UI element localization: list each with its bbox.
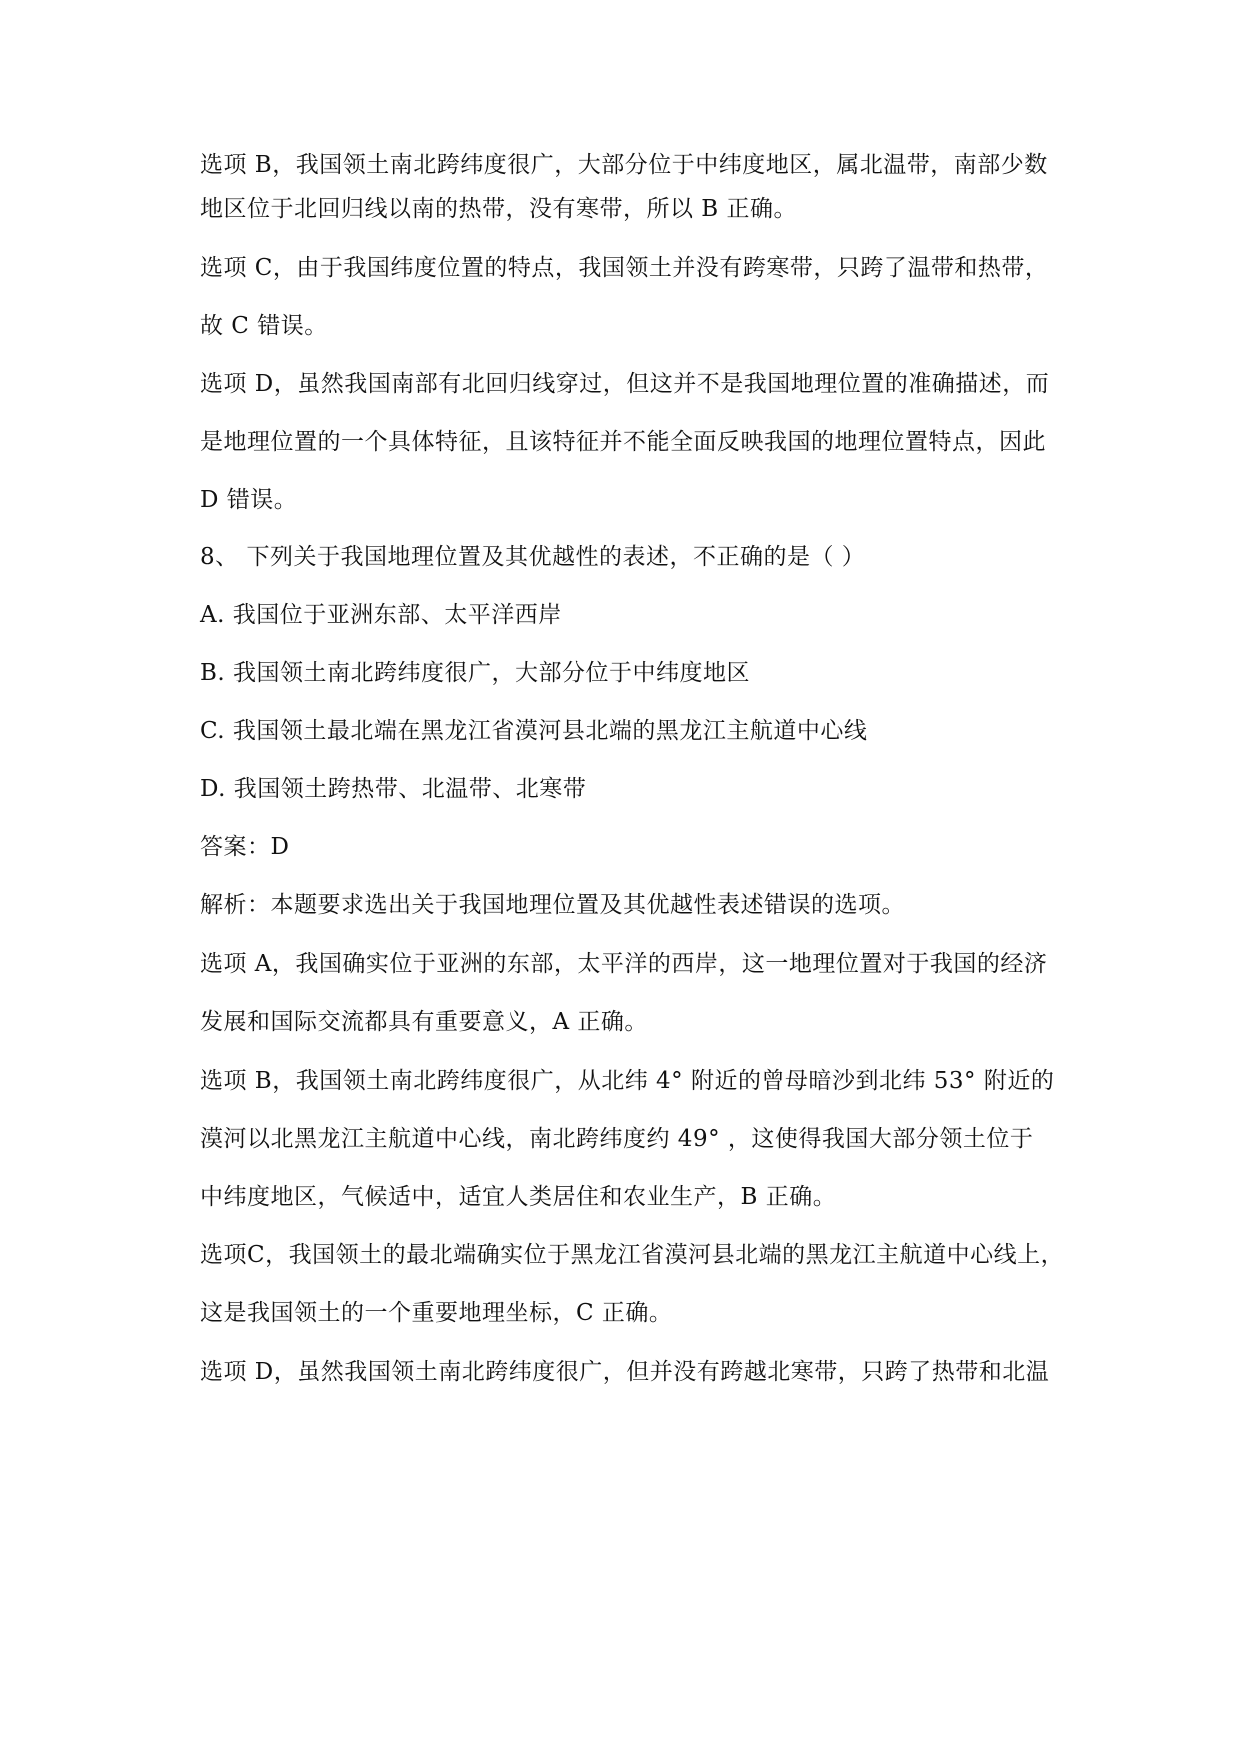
explanation-option-c-line-2: 故 C 错误。 <box>200 313 328 339</box>
question-8-option-c: C. 我国领土最北端在黑龙江省漠河县北端的黑龙江主航道中心线 <box>200 718 868 744</box>
explanation-option-c-line-1: 选项 C，由于我国纬度位置的特点，我国领土并没有跨寒带，只跨了温带和热带， <box>200 255 1049 281</box>
analysis-option-b-line-1: 选项 B，我国领土南北跨纬度很广，从北纬 4° 附近的曾母暗沙到北纬 53° 附近的 <box>200 1068 1055 1094</box>
question-8-option-b: B. 我国领土南北跨纬度很广，大部分位于中纬度地区 <box>200 660 751 686</box>
analysis-option-d-line-1: 选项 D，虽然我国领土南北跨纬度很广，但并没有跨越北寒带，只跨了热带和北温 <box>200 1359 1050 1385</box>
question-8-answer: 答案：D <box>200 834 290 860</box>
explanation-option-d-line-1: 选项 D，虽然我国南部有北回归线穿过，但这并不是我国地理位置的准确描述，而 <box>200 371 1050 397</box>
explanation-option-b-line-1: 选项 B，我国领土南北跨纬度很广，大部分位于中纬度地区，属北温带，南部少数 <box>200 152 1048 178</box>
explanation-option-d-line-2: 是地理位置的一个具体特征，且该特征并不能全面反映我国的地理位置特点，因此 <box>200 429 1046 455</box>
analysis-option-a-line-1: 选项 A，我国确实位于亚洲的东部，太平洋的西岸，这一地理位置对于我国的经济 <box>200 951 1048 977</box>
explanation-option-b-line-2: 地区位于北回归线以南的热带，没有寒带，所以 B 正确。 <box>200 196 798 222</box>
question-8-option-d: D. 我国领土跨热带、北温带、北寒带 <box>200 776 587 802</box>
explanation-option-d-line-3: D 错误。 <box>200 487 298 513</box>
analysis-option-b-line-2: 漠河以北黑龙江主航道中心线，南北跨纬度约 49° ，这使得我国大部分领土位于 <box>200 1126 1034 1152</box>
question-8-option-a: A. 我国位于亚洲东部、太平洋西岸 <box>200 602 562 628</box>
question-8-analysis-intro: 解析：本题要求选出关于我国地理位置及其优越性表述错误的选项。 <box>200 892 905 918</box>
analysis-option-a-line-2: 发展和国际交流都具有重要意义，A 正确。 <box>200 1009 648 1035</box>
analysis-option-c-line-2: 这是我国领土的一个重要地理坐标，C 正确。 <box>200 1300 673 1326</box>
analysis-option-b-line-3: 中纬度地区，气候适中，适宜人类居住和农业生产，B 正确。 <box>200 1184 837 1210</box>
analysis-option-c-line-1: 选项C，我国领土的最北端确实位于黑龙江省漠河县北端的黑龙江主航道中心线上， <box>200 1242 1065 1268</box>
question-8-stem: 8、 下列关于我国地理位置及其优越性的表述，不正确的是（ ） <box>200 544 866 570</box>
